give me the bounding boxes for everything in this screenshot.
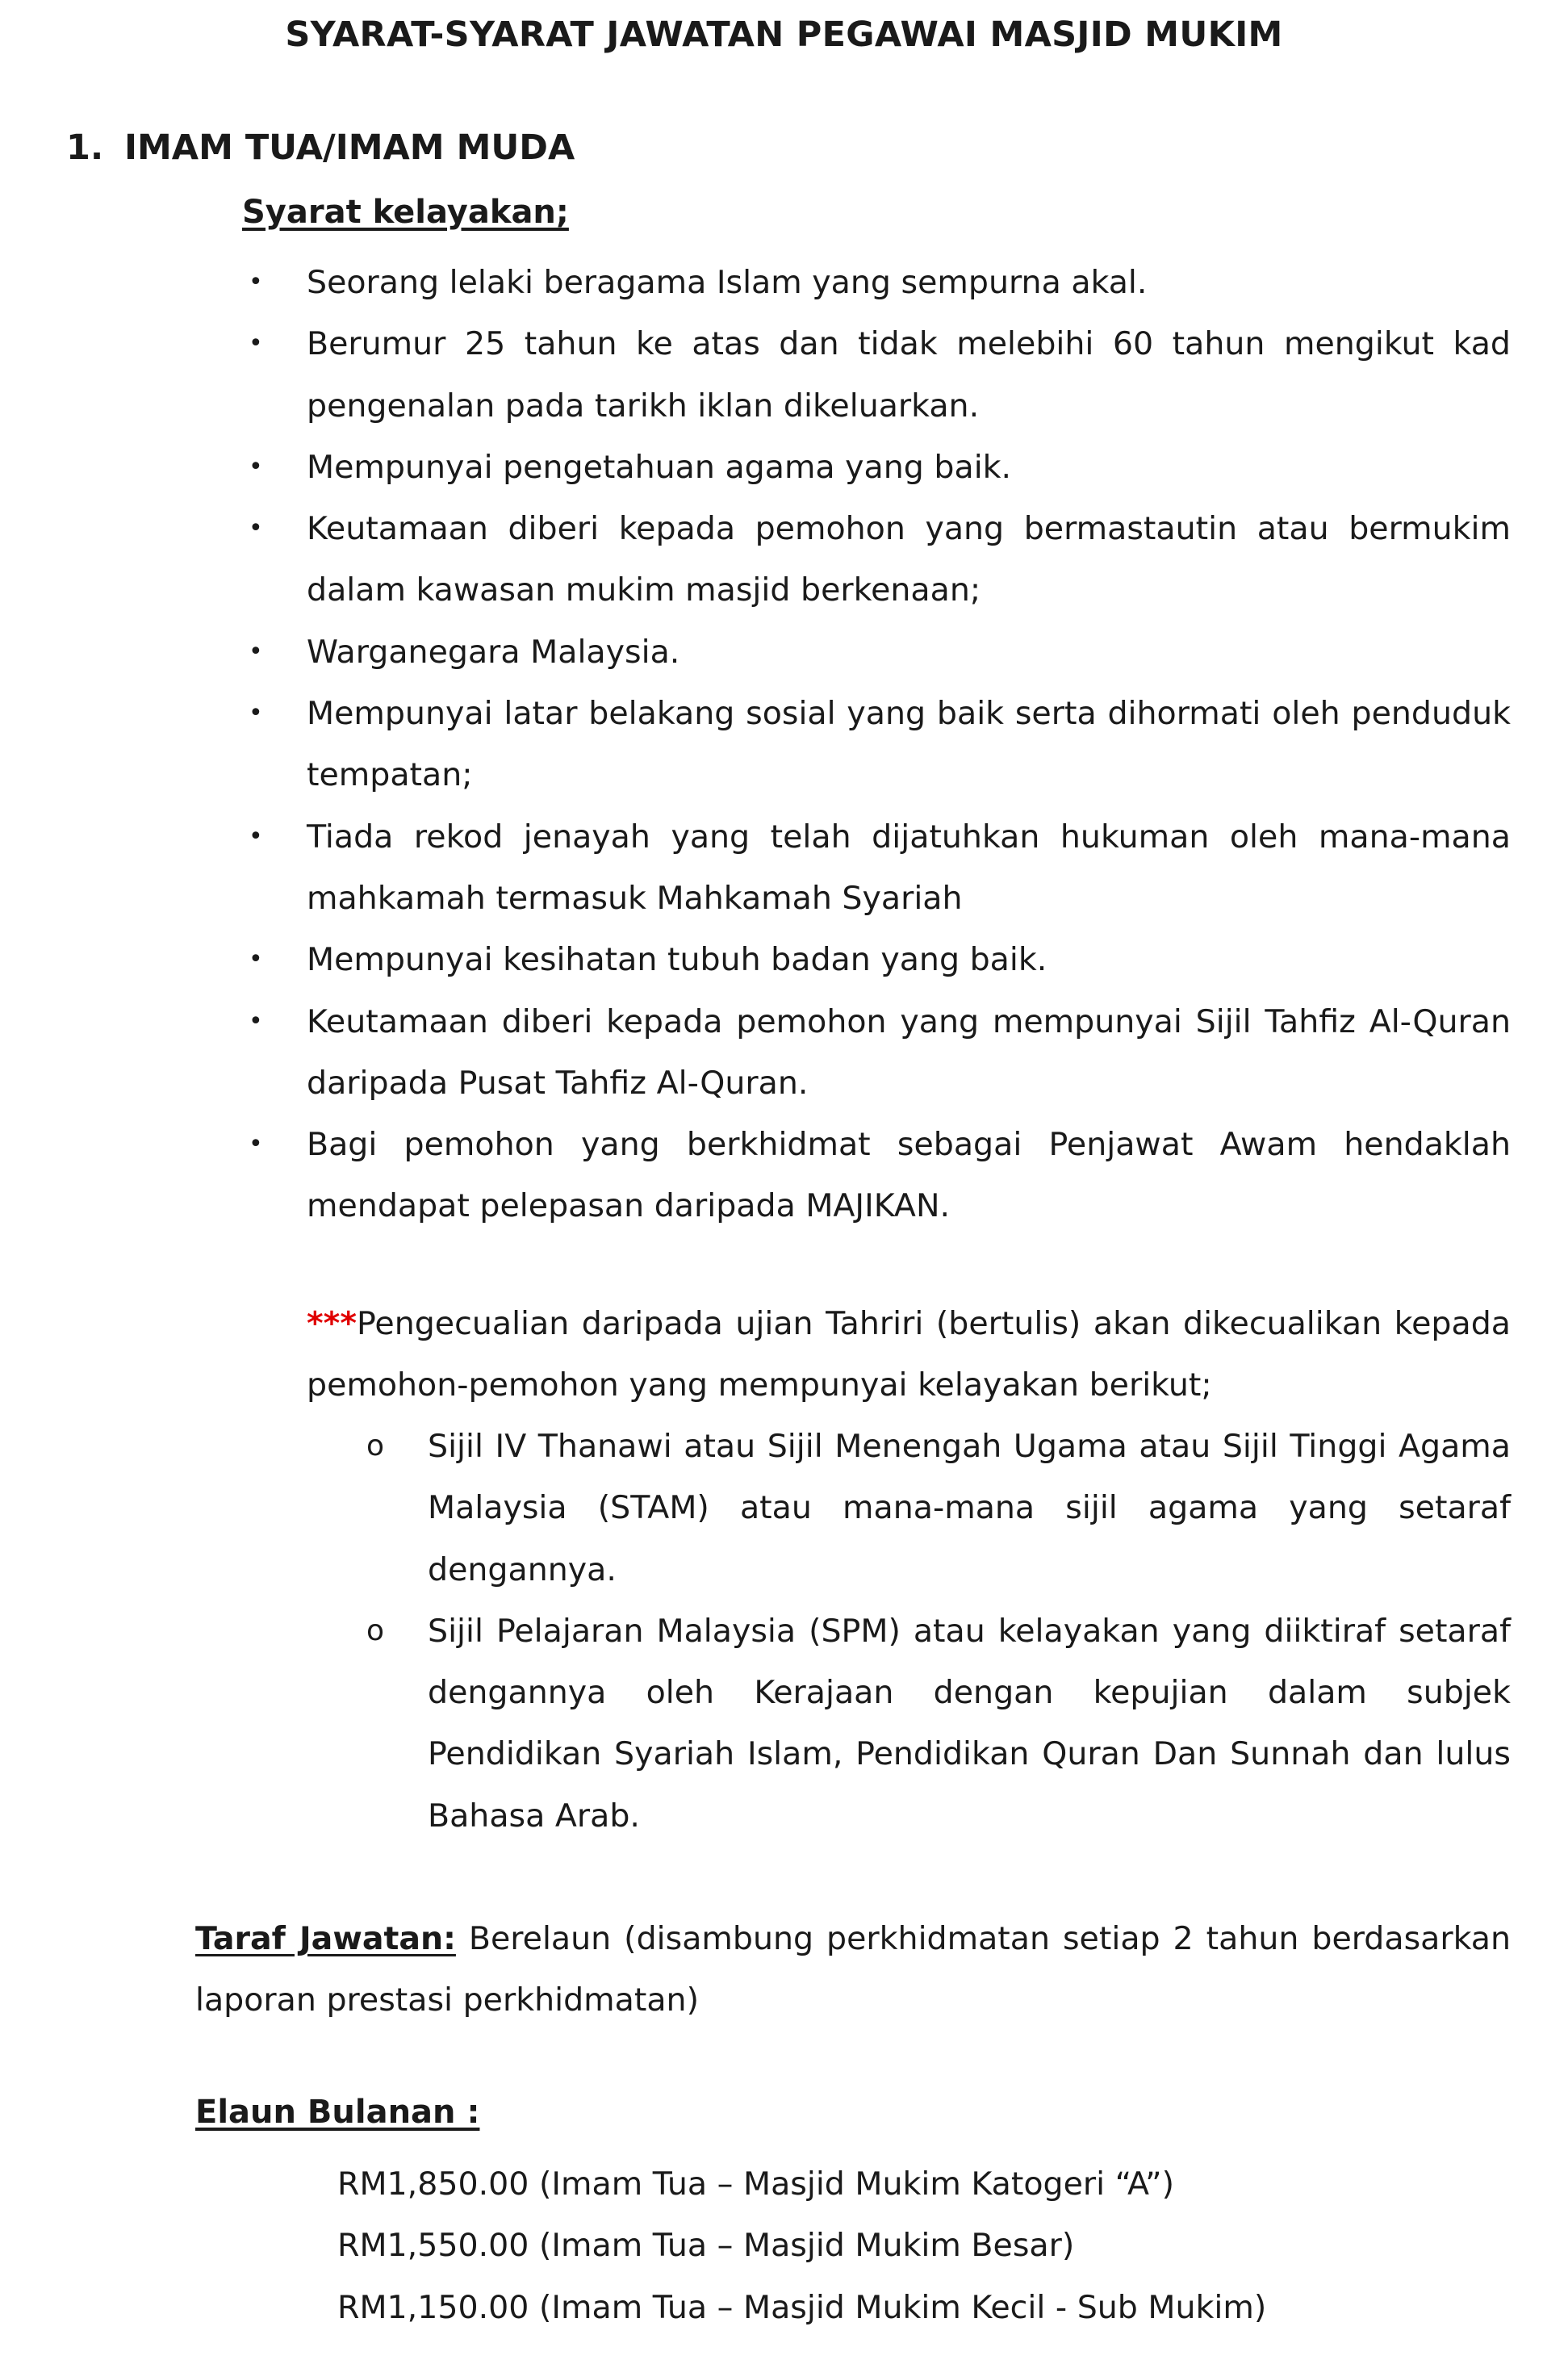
requirement-text: Warganegara Malaysia. <box>307 633 680 671</box>
bullet-icon: • <box>249 452 263 481</box>
bullet-icon: • <box>249 637 263 666</box>
requirement-item <box>0 498 1511 621</box>
taraf-jawatan-label: Taraf Jawatan: <box>195 1920 456 1957</box>
exemption-item <box>0 1416 1511 1601</box>
document-title: SYARAT-SYARAT JAWATAN PEGAWAI MASJID MUKIM <box>285 15 1283 55</box>
requirement-text: Keutamaan diberi kepada pemohon yang mempunyai Sijil Tahfiz Al-Quran daripada Pusat Tahfiz Al-Quran. <box>307 1002 1511 1102</box>
requirement-text: Berumur 25 tahun ke atas dan tidak melebihi 60 tahun mengikut kad pengenalan pada tarikh iklan dikeluarkan. <box>307 325 1511 425</box>
requirement-item <box>0 252 1511 313</box>
exemption-item-text: Sijil IV Thanawi atau Sijil Menengah Ugama atau Sijil Tinggi Agama Malaysia (STAM) atau mana-mana sijil agama yang setaraf dengannya. <box>428 1428 1511 1588</box>
requirement-item <box>0 313 1511 437</box>
elaun-item: RM1,550.00 (Imam Tua – Masjid Mukim Besar) <box>337 2227 1075 2265</box>
bullet-icon: • <box>249 822 263 851</box>
bullet-icon: • <box>249 699 263 728</box>
elaun-item: RM1,150.00 (Imam Tua – Masjid Mukim Kecil - Sub Mukim) <box>337 2288 1267 2326</box>
elaun-item: RM1,850.00 (Imam Tua – Masjid Mukim Katogeri “A”) <box>337 2165 1175 2203</box>
bullet-icon: • <box>249 1130 263 1159</box>
exemption-item-text: Sijil Pelajaran Malaysia (SPM) atau kelayakan yang diiktiraf setaraf dengannya oleh Kerajaan dengan kepujian dalam subjek Pendidikan Syariah Islam, Pendidikan Quran Dan Sunnah dan lulus Bahasa Arab. <box>428 1612 1511 1835</box>
section-heading <box>66 128 575 168</box>
taraf-jawatan-text: Berelaun (disambung perkhidmatan setiap 2 tahun berdasarkan laporan prestasi perkhidmatan) <box>195 1920 1512 2019</box>
requirement-item <box>0 806 1511 930</box>
requirement-item <box>0 991 1511 1115</box>
elaun-bulanan-heading: Elaun Bulanan : <box>195 2094 480 2131</box>
requirement-text: Mempunyai kesihatan tubuh badan yang baik. <box>307 941 1047 979</box>
bullet-icon: • <box>249 945 263 974</box>
requirement-item <box>0 929 1511 990</box>
requirement-text: Seorang lelaki beragama Islam yang sempurna akal. <box>307 264 1148 301</box>
requirement-item <box>0 437 1511 498</box>
requirement-item <box>0 1114 1511 1237</box>
bullet-icon: • <box>249 514 263 543</box>
requirement-text: Mempunyai latar belakang sosial yang baik serta dihormati oleh penduduk tempatan; <box>307 695 1511 794</box>
requirement-item <box>0 683 1511 806</box>
requirement-text: Bagi pemohon yang berkhidmat sebagai Penjawat Awam hendaklah mendapat pelepasan daripada MAJIKAN. <box>307 1126 1511 1225</box>
section-title: IMAM TUA/IMAM MUDA <box>124 128 575 168</box>
bullet-icon: • <box>249 1006 263 1036</box>
requirement-text: Tiada rekod jenayah yang telah dijatuhkan hukuman oleh mana-mana mahkamah termasuk Mahkamah Syariah <box>307 818 1511 917</box>
exemption-text: Pengecualian daripada ujian Tahriri (bertulis) akan dikecualikan kepada pemohon-pemohon yang mempunyai kelayakan berikut; <box>307 1305 1511 1404</box>
exemption-item <box>0 1601 1511 1847</box>
requirement-text: Keutamaan diberi kepada pemohon yang bermastautin atau bermukim dalam kawasan mukim masjid berkenaan; <box>307 510 1511 609</box>
circle-bullet-icon: o <box>366 1429 385 1462</box>
bullet-icon: • <box>249 329 263 358</box>
requirements-subheading: Syarat kelayakan; <box>242 194 569 231</box>
asterisk-marker: *** <box>307 1305 357 1342</box>
bullet-icon: • <box>249 268 263 296</box>
circle-bullet-icon: o <box>366 1613 385 1647</box>
exemption-note <box>307 1293 1511 1416</box>
requirement-item <box>0 621 1511 683</box>
section-number: 1. <box>66 128 104 168</box>
elaun-bulanan-list <box>337 2153 1266 2338</box>
exemption-list <box>0 1416 1568 1847</box>
requirement-text: Mempunyai pengetahuan agama yang baik. <box>307 448 1012 486</box>
requirements-list <box>0 252 1568 1237</box>
taraf-jawatan <box>195 1908 1511 2032</box>
